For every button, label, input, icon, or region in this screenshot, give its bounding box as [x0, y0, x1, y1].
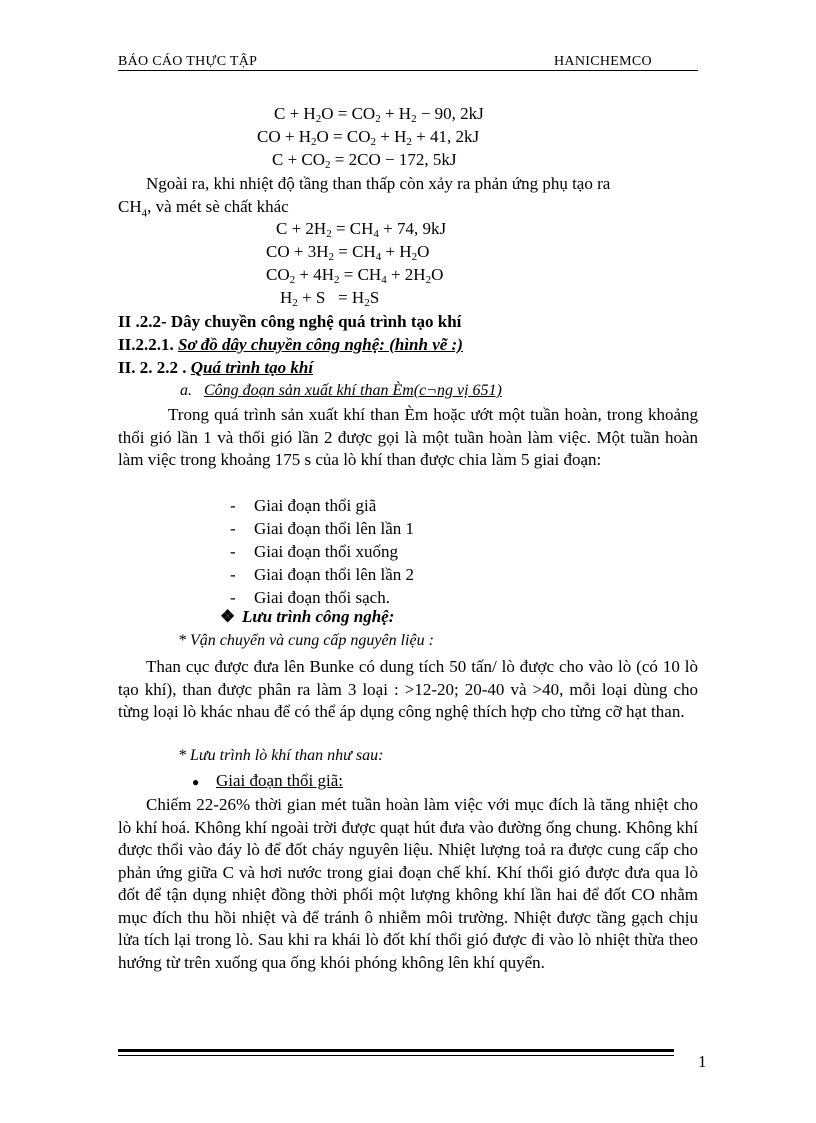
paragraph-3: Chiếm 22-26% thời gian mét tuần hoàn làm việc với mục đích là tăng nhiệt cho lò khí hoá. Không khí ngoài trời được quạt hút đưa vào đường ống chung. Không khí được thổi vào đáy lò để đốt cháy nguyên liệu. Nhiệt lượng toả ra được cung cấp cho phản ứng giữa C và hơi nước trong giai đoạn chế khí. Khí thổi gió được đưa qua lò đốt để tận dụng nhiệt đồng thời phối một lượng không khí lần hai để đốt CO nhằm mục đích thu hồi nhiệt và để tránh ô nhiễm môi trường. Nhiệt được tầng gạch chịu lửa tích lại trong lò. Sau khi ra khái lò đốt khí thổi gió được đi vào lò nhiệt thừa theo hướng từ trên xuống qua ống khói phóng không lên khí quyển.	[118, 795, 698, 972]
footer-rule-thick	[118, 1049, 674, 1052]
subsection-a: a. Công đoạn sản xuất khí than Èm(c¬ng vị 651)	[180, 382, 502, 399]
paragraph-2: Than cục được đưa lên Bunke có dung tích 50 tấn/ lò được cho vào lò (có 10 lò tạo khí), than được phân ra làm 3 loại : >12-20; 20-40 và >40, mỗi loại dùng cho từng loại lò khác nhau để có thể áp dụng công nghệ thích hợp cho từng cỡ hạt than.	[118, 657, 698, 721]
flow-heading: * Lưu trình lò khí than như sau:	[178, 747, 384, 764]
stage-bullet: ● Giai đoạn thổi giã:	[192, 771, 344, 790]
equation-7: $H_2 + S = H_2S$	[280, 288, 380, 309]
process-heading: ❖ Lưu trình công nghệ:	[220, 607, 395, 626]
equation-6: $CO_2 + 4H_2 = CH_4 + 2H_2O$	[266, 265, 444, 286]
paragraph-1: Trong quá trình sản xuất khí than Èm hoặc ướt một tuần hoàn, trong khoảng thổi gió lần 1 và thổi gió lần 2 được gọi là một tuần hoàn làm việc. Một tuần hoàn làm việc trong khoảng 175 s của lò khí than được chia làm 5 giai đoạn:	[118, 405, 698, 469]
header-left: BÁO CÁO THỰC TẬP	[118, 54, 258, 69]
section-heading-2-2-2-1: II.2.2.1. Sơ đồ dây chuyền công nghệ: (hình vẽ :)	[118, 335, 463, 354]
dot-bullet-icon: ●	[192, 775, 200, 789]
list-item: - Giai đoạn thổi giã	[230, 496, 377, 515]
list-item: - Giai đoạn thổi xuống	[230, 542, 399, 561]
diamond-bullet-icon: ❖	[220, 607, 236, 626]
equation-2: CO + $H_2O = CO_2 + H_2 + 41$, 2kJ	[257, 127, 480, 148]
list-item: - Giai đoạn thổi lên lần 1	[230, 519, 415, 538]
transport-heading: * Vận chuyển và cung cấp nguyên liệu :	[178, 632, 434, 649]
equation-5: CO + $3H_2 = CH_4 + H_2O$	[266, 242, 430, 263]
intro-paragraph: Ngoài ra, khi nhiệt độ tầng than thấp còn xảy ra phản ứng phụ tạo ra $CH_4$, và mét sè chất khác	[118, 174, 611, 219]
equation-3: $C + CO_2 = 2CO - 172$, 5kJ	[272, 150, 457, 171]
equation-1: $C + H_2O = CO_2 + H_2 - 90$, 2kJ	[274, 104, 484, 125]
equation-4: $C + 2H_2 = CH_4 + 74$, 9kJ	[276, 219, 447, 240]
header-right: HANICHEMCO	[554, 54, 652, 69]
section-heading-2-2-2: II .2.2- Dây chuyền công nghệ quá trình tạo khí	[118, 312, 462, 331]
footer-rule-thin	[118, 1055, 674, 1056]
page-number: 1	[698, 1052, 707, 1071]
list-item: - Giai đoạn thổi lên lần 2	[230, 565, 415, 584]
list-item: - Giai đoạn thổi sạch.	[230, 588, 390, 607]
header-rule	[118, 70, 698, 71]
section-heading-2-2-2-2: II. 2. 2.2 . Quá trình tạo khí	[118, 358, 314, 377]
